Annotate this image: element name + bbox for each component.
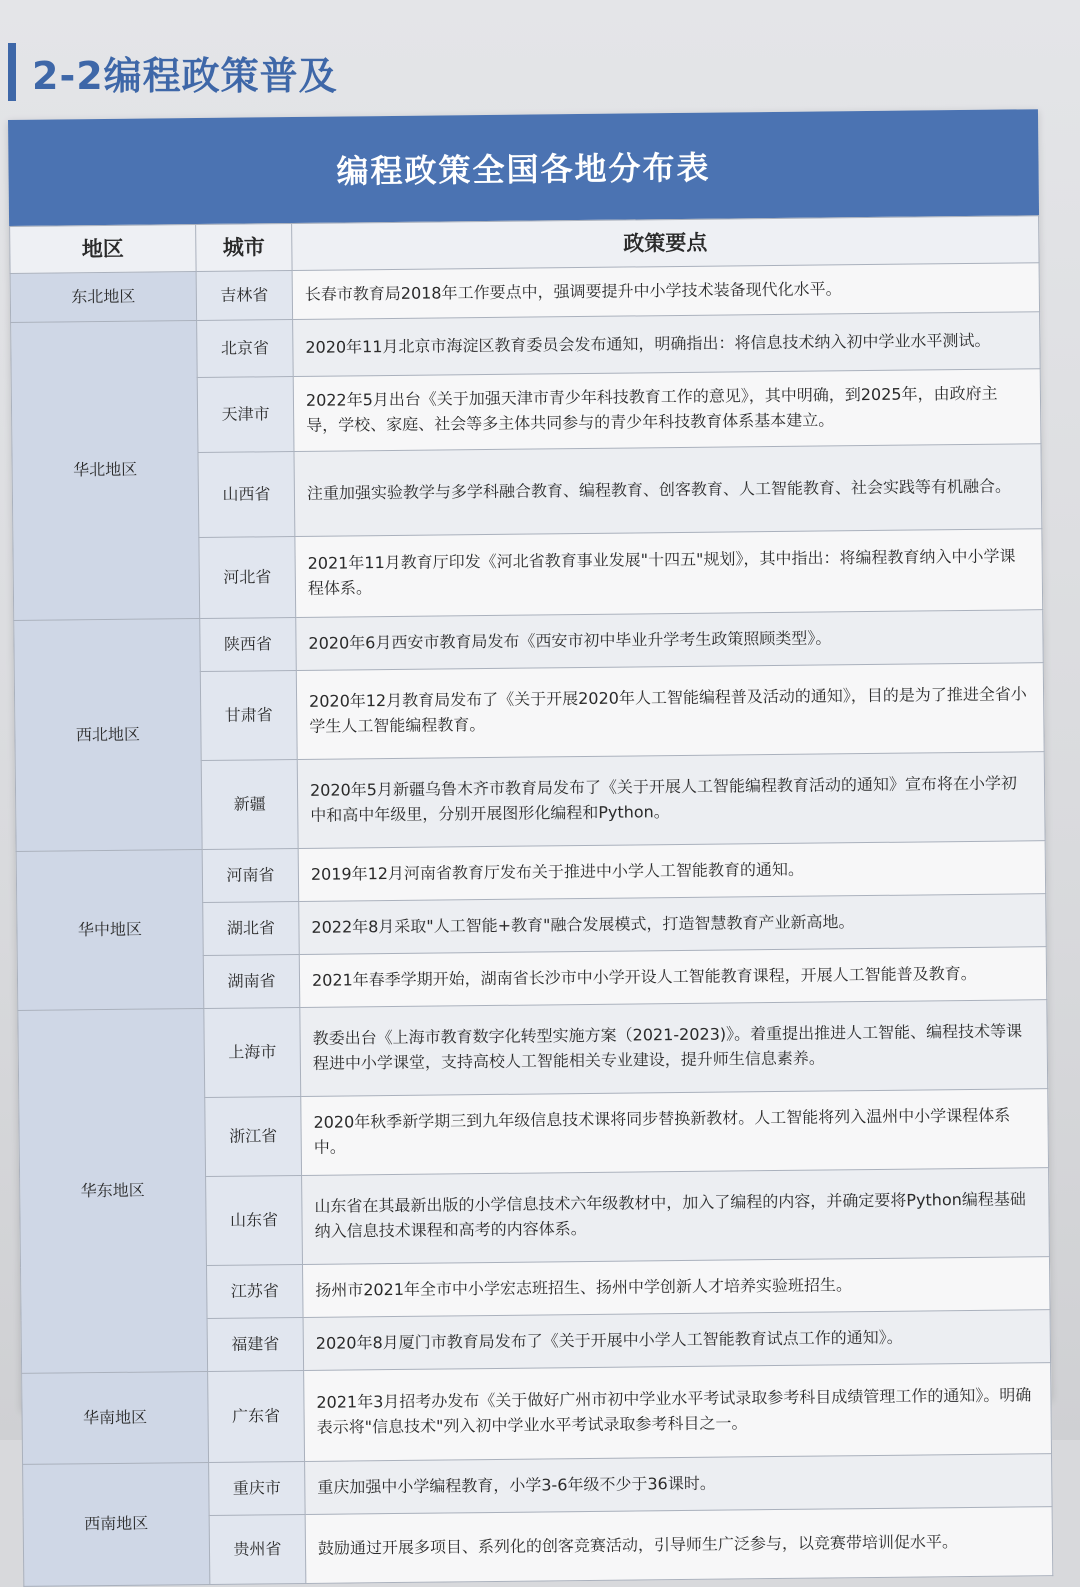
policy-cell: 2021年11月教育厅印发《河北省教育事业发展"十四五"规划》，其中指出：将编程教育纳入中小学课程体系。 (295, 529, 1043, 618)
policy-cell: 2021年3月招考办发布《关于做好广州市初中学业水平考试录取参考科目成绩管理工作的通知》。明确表示将"信息技术"列入初中学业水平考试录取参考科目之一。 (304, 1363, 1052, 1462)
header-policy: 政策要点 (292, 216, 1039, 271)
policy-cell: 2020年5月新疆乌鲁木齐市教育局发布了《关于开展人工智能编程教育活动的通知》宣布将在小学初中和高中年级里，分别开展图形化编程和Python。 (297, 752, 1045, 849)
heading-accent-bar (8, 43, 16, 101)
policy-cell: 2020年11月北京市海淀区教育委员会发布通知，明确指出：将信息技术纳入初中学业水平测试。 (293, 312, 1041, 377)
city-cell: 重庆市 (209, 1461, 306, 1515)
region-cell: 华北地区 (11, 321, 200, 621)
region-cell: 西南地区 (23, 1462, 210, 1586)
policy-cell: 扬州市2021年全市中小学宏志班招生、扬州中学创新人才培养实验班招生。 (303, 1257, 1051, 1318)
city-cell: 山东省 (206, 1175, 303, 1265)
city-cell: 湖南省 (203, 954, 300, 1008)
region-cell: 东北地区 (10, 272, 197, 323)
section-title: 2-2编程政策普及 (32, 53, 338, 98)
table-banner (8, 109, 1039, 226)
policy-cell: 鼓励通过开展多项目、系列化的创客竞赛活动，引导师生广泛参与，以竞赛带培训促水平。 (305, 1507, 1053, 1584)
city-cell: 新疆 (201, 760, 298, 850)
city-cell: 河南省 (202, 849, 299, 903)
header-region: 地区 (10, 225, 196, 274)
city-cell: 河北省 (199, 537, 296, 619)
table-body (10, 263, 1053, 1587)
city-cell: 上海市 (204, 1007, 301, 1097)
table-row (18, 1000, 1048, 1100)
policy-cell: 2022年5月出台《关于加强天津市青少年科技教育工作的意见》，其中明确，到2025年，由政府主导，学校、家庭、社会等多主体共同参与的青少年科技教育体系基本建立。 (293, 369, 1041, 452)
policy-cell: 教委出台《上海市教育数字化转型实施方案（2021-2023)》。着重提出推进人工智能、编程技术等课程进中小学课堂，支持高校人工智能相关专业建设，提升师生信息素养。 (300, 1000, 1048, 1097)
header-city: 城市 (196, 224, 292, 272)
policy-cell: 长春市教育局2018年工作要点中，强调要提升中小学技术装备现代化水平。 (292, 263, 1039, 320)
policy-cell: 2020年12月教育局发布了《关于开展2020年人工智能编程普及活动的通知》，目的是为了推进全省小学生人工智能编程教育。 (296, 663, 1044, 760)
policy-cell: 2022年8月采取"人工智能+教育"融合发展模式，打造智慧教育产业新高地。 (299, 894, 1047, 955)
city-cell: 江苏省 (207, 1264, 304, 1318)
city-cell: 吉林省 (196, 271, 293, 321)
region-cell: 华南地区 (22, 1371, 209, 1464)
policy-cell: 2020年8月厦门市教育局发布了《关于开展中小学人工智能教育试点工作的通知》。 (303, 1310, 1051, 1371)
city-cell: 山西省 (198, 452, 295, 538)
region-cell: 华中地区 (16, 850, 204, 1011)
policy-cell: 注重加强实验教学与多学科融合教育、编程教育、创客教育、人工智能教育、社会实践等有机融合。 (294, 444, 1042, 537)
policy-cell: 山东省在其最新出版的小学信息技术六年级教材中，加入了编程的内容，并确定要将Python编程基础纳入信息技术课程和高考的内容体系。 (302, 1168, 1050, 1265)
region-cell: 西北地区 (14, 619, 202, 852)
region-cell: 华东地区 (18, 1008, 208, 1373)
city-cell: 天津市 (197, 377, 294, 453)
table-row (22, 1363, 1052, 1465)
policy-table-card (8, 109, 1051, 1559)
section-heading (8, 40, 338, 104)
table-title: 编程政策全国各地分布表 (336, 148, 711, 191)
city-cell: 陕西省 (200, 618, 297, 672)
city-cell: 浙江省 (205, 1096, 302, 1176)
policy-cell: 2020年秋季新学期三到九年级信息技术课将同步替换新教材。人工智能将列入温州中小学课程体系中。 (301, 1089, 1049, 1176)
city-cell: 广东省 (208, 1370, 305, 1462)
policy-cell: 2019年12月河南省教育厅发布关于推进中小学人工智能教育的通知。 (298, 841, 1046, 902)
policy-cell: 2021年春季学期开始，湖南省长沙市中小学开设人工智能教育课程，开展人工智能普及教育。 (299, 947, 1047, 1008)
city-cell: 福建省 (207, 1317, 304, 1371)
policy-table (9, 215, 1053, 1587)
city-cell: 贵州省 (209, 1514, 306, 1584)
policy-cell: 重庆加强中小学编程教育，小学3-6年级不少于36课时。 (305, 1454, 1053, 1515)
city-cell: 北京省 (197, 320, 294, 378)
policy-cell: 2020年6月西安市教育局发布《西安市初中毕业升学考生政策照顾类型》。 (296, 610, 1044, 671)
city-cell: 湖北省 (203, 901, 300, 955)
city-cell: 甘肃省 (200, 671, 297, 761)
